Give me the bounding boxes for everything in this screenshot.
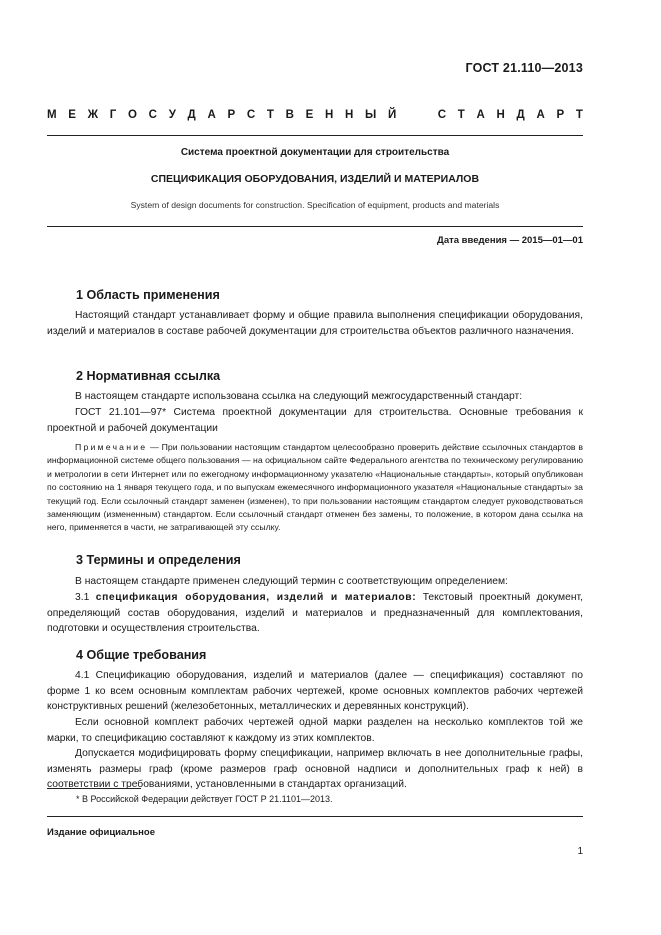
official-edition-label: Издание официальное bbox=[47, 827, 155, 838]
section-2-heading: 2 Нормативная ссылка bbox=[76, 369, 221, 383]
interstate-letter: С bbox=[246, 109, 256, 121]
interstate-letter: О bbox=[128, 109, 137, 121]
interstate-letter: Р bbox=[227, 109, 236, 121]
footer-divider bbox=[47, 816, 583, 817]
section-4-text-2: Если основной комплект рабочих чертежей одной марки разделен на несколько комплектов той же марки, то спецификацию составляют к каждому из этих комплектов. bbox=[47, 717, 583, 744]
note-paragraph bbox=[47, 441, 583, 535]
note-text: — При пользовании настоящим стандартом целесообразно проверить действие ссылочных стандартов в информационной системе общего пользования — на официальном сайте Федерального агентства по техническому регулированию и метрологии в сети Интернет или по ежегодному информационному указателю «Национальные стандарты», который опубликован по состоянию на 1 января текущего года, и по выпускам ежемесячного информационного указателя «Национальные стандарты» за текущий год. Если ссылочный стандарт заменен (изменен), то при пользовании настоящим стандартом следует руководствоваться заменяющим (измененным) стандартом. Если ссылочный стандарт отменен без замены, то положение, в котором дана ссылка на него, применяется в части, не затрагивающей эту ссылку. bbox=[47, 442, 583, 533]
interstate-letter: Е bbox=[68, 109, 76, 121]
title-divider bbox=[47, 226, 583, 227]
interstate-letter: В bbox=[285, 109, 294, 121]
section-4-heading: 4 Общие требования bbox=[76, 648, 207, 662]
interstate-letter: А bbox=[207, 109, 216, 121]
introduction-date: Дата введения — 2015—01—01 bbox=[437, 235, 583, 246]
section-3-heading: 3 Термины и определения bbox=[76, 553, 241, 567]
interstate-letter: М bbox=[47, 109, 57, 121]
term-number: 3.1 bbox=[75, 592, 96, 603]
section-4-paragraph-2 bbox=[47, 715, 583, 746]
section-1-text: Настоящий стандарт устанавливает форму и общие правила выполнения спецификации оборудования, изделий и материалов в составе рабочей документации для строительства объектов различного назначения. bbox=[47, 310, 583, 337]
note-label: Примечание bbox=[75, 442, 148, 452]
english-title: System of design documents for construction. Specification of equipment, products and materials bbox=[130, 200, 500, 210]
interstate-letter: Е bbox=[305, 109, 314, 121]
interstate-letter bbox=[408, 109, 411, 121]
section-2-paragraph-2 bbox=[47, 405, 583, 436]
system-title: Система проектной документации для строительства bbox=[180, 147, 450, 158]
interstate-letter: Н bbox=[324, 109, 334, 121]
interstate-letter: А bbox=[476, 109, 485, 121]
section-3-paragraph-1 bbox=[47, 574, 583, 590]
section-2-text-1: В настоящем стандарте использована ссылка на следующий межгосударственный стандарт: bbox=[75, 391, 523, 402]
standard-title: СПЕЦИФИКАЦИЯ ОБОРУДОВАНИЯ, ИЗДЕЛИЙ И МАТЕРИАЛОВ bbox=[150, 173, 480, 185]
interstate-letter: Т bbox=[266, 109, 274, 121]
interstate-letter: У bbox=[168, 109, 176, 121]
term-definition: Текстовый проектный документ, определяющий состав оборудования, изделий и материалов и предназначенный для комплектования, подготовки и осуществления строительства. bbox=[47, 592, 583, 635]
interstate-letter: Н bbox=[345, 109, 354, 121]
footnote-divider bbox=[47, 788, 141, 789]
interstate-letter: С bbox=[437, 109, 447, 121]
interstate-letter: Т bbox=[457, 109, 465, 121]
section-4-paragraph-1 bbox=[47, 668, 583, 715]
interstate-letter: Т bbox=[575, 109, 583, 121]
page-number: 1 bbox=[577, 846, 583, 857]
section-2-paragraph-1 bbox=[47, 389, 583, 405]
section-2-text-2: ГОСТ 21.101—97* Система проектной документации для строительства. Основные требования к проектной и рабочей документации bbox=[47, 407, 583, 434]
interstate-letter: Д bbox=[187, 109, 196, 121]
interstate-standard-heading bbox=[47, 109, 583, 121]
interstate-letter bbox=[423, 109, 426, 121]
section-4-paragraph-3 bbox=[47, 746, 583, 793]
term-definition-paragraph bbox=[47, 590, 583, 637]
section-4-text-1: 4.1 Спецификацию оборудования, изделий и материалов (далее — спецификация) составляют по форме 1 ко всем основным комплектам рабочих чертежей, кроме основных комплектов рабочих чертежей конструктивных решений (железобетонных, металлических и деревянных конструкций). bbox=[47, 670, 583, 713]
interstate-letter: Р bbox=[556, 109, 565, 121]
section-1-paragraph bbox=[47, 308, 583, 339]
interstate-letter: С bbox=[148, 109, 157, 121]
interstate-letter: А bbox=[536, 109, 545, 121]
interstate-letter: Д bbox=[516, 109, 525, 121]
term-name: спецификация оборудования, изделий и материалов: bbox=[95, 592, 417, 603]
footnote: * В Российской Федерации действует ГОСТ Р 21.1101—2013. bbox=[76, 794, 333, 804]
section-4-text-3: Допускается модифицировать форму спецификации, например включать в нее дополнительные графы, изменять размеры граф (кроме размеров граф основной надписи и дополнительных граф к ней) в соответствии с требованиями, установленными в стандартах организаций. bbox=[47, 748, 583, 791]
document-number: ГОСТ 21.110—2013 bbox=[465, 61, 583, 75]
interstate-letter: Г bbox=[109, 109, 117, 121]
interstate-letter: Н bbox=[496, 109, 505, 121]
top-divider bbox=[47, 135, 583, 136]
interstate-letter: Й bbox=[387, 109, 397, 121]
section-3-text-1: В настоящем стандарте применен следующий термин с соответствующим определением: bbox=[75, 576, 508, 587]
interstate-letter: Ы bbox=[365, 109, 377, 121]
interstate-letter: Ж bbox=[87, 109, 99, 121]
section-1-heading: 1 Область применения bbox=[76, 288, 220, 302]
